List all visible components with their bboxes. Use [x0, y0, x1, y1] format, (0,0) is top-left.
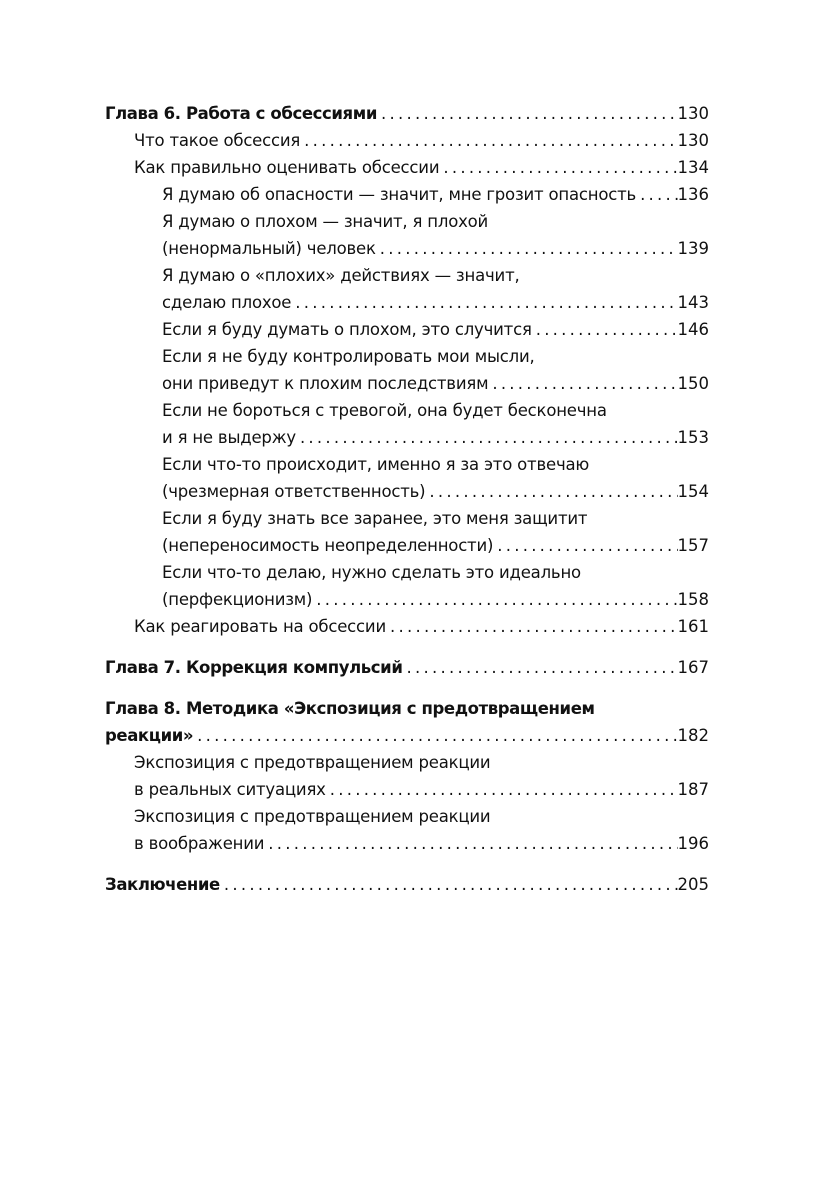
toc-line	[105, 586, 709, 613]
toc-section-entry[interactable]	[105, 316, 709, 343]
toc-page-number: 134	[677, 158, 709, 177]
toc-entry-title: Что такое обсессия	[134, 131, 301, 150]
toc-section-entry[interactable]	[105, 505, 709, 559]
toc-entry-title: в воображении	[134, 834, 265, 853]
toc-line	[105, 289, 709, 316]
toc-entry-title: Заключение	[105, 875, 220, 894]
toc-page-number: 161	[677, 617, 709, 636]
toc-line	[105, 451, 709, 478]
toc-page-number: 139	[677, 239, 709, 258]
toc-page-number: 130	[677, 131, 709, 150]
toc-line	[105, 370, 709, 397]
dot-leader	[296, 424, 678, 451]
toc-line	[105, 559, 709, 586]
toc-entry-title: Я думаю о «плохих» действиях — значит,	[162, 266, 520, 285]
toc-section-entry[interactable]	[105, 559, 709, 613]
table-of-contents	[105, 100, 709, 898]
dot-leader	[493, 532, 677, 559]
toc-section-entry[interactable]	[105, 451, 709, 505]
toc-page-number: 146	[677, 320, 709, 339]
toc-page-number: 143	[677, 293, 709, 312]
toc-entry-title: Если я буду знать все заранее, это меня защитит	[162, 509, 588, 528]
toc-line	[105, 262, 709, 289]
toc-page-number: 153	[677, 428, 709, 447]
toc-page-number: 150	[677, 374, 709, 393]
section-gap	[105, 681, 709, 695]
toc-line	[105, 830, 709, 857]
toc-page-number: 196	[677, 834, 709, 853]
toc-entry-title: и я не выдержу	[162, 428, 296, 447]
toc-line	[105, 776, 709, 803]
toc-entry-title: Я думаю о плохом — значит, я плохой	[162, 212, 489, 231]
toc-entry-title: в реальных ситуациях	[134, 780, 326, 799]
toc-entry-title: Экспозиция с предотвращением реакции	[134, 753, 491, 772]
toc-entry-title: Глава 6. Работа с обсессиями	[105, 104, 377, 123]
toc-section-entry[interactable]	[105, 397, 709, 451]
dot-leader	[300, 127, 677, 154]
toc-line	[105, 235, 709, 262]
toc-line	[105, 505, 709, 532]
dot-leader	[312, 586, 677, 613]
toc-line	[105, 100, 709, 127]
toc-page-number: 154	[677, 482, 709, 501]
toc-line	[105, 749, 709, 776]
toc-entry-title: Как правильно оценивать обсессии	[134, 158, 440, 177]
toc-line	[105, 803, 709, 830]
toc-page-number: 167	[677, 658, 709, 677]
toc-section-entry[interactable]	[105, 749, 709, 803]
toc-section-entry[interactable]	[105, 613, 709, 640]
toc-line	[105, 208, 709, 235]
toc-entry-title: Я думаю об опасности — значит, мне грозит опасность	[162, 185, 637, 204]
toc-entry-title: реакции»	[105, 726, 194, 745]
toc-line	[105, 181, 709, 208]
toc-entry-title: Если я буду думать о плохом, это случится	[162, 320, 532, 339]
toc-entry-title: Если что-то происходит, именно я за это отвечаю	[162, 455, 590, 474]
section-gap	[105, 640, 709, 654]
toc-page-number: 158	[677, 590, 709, 609]
toc-chapter-entry[interactable]	[105, 871, 709, 898]
dot-leader	[291, 289, 677, 316]
toc-section-entry[interactable]	[105, 262, 709, 316]
dot-leader	[386, 613, 678, 640]
toc-page-number: 187	[677, 780, 709, 799]
dot-leader	[488, 370, 677, 397]
toc-entry-title: (чрезмерная ответственность)	[162, 482, 426, 501]
toc-entry-title: Глава 8. Методика «Экспозиция с предотвращением	[105, 699, 595, 718]
dot-leader	[377, 100, 678, 127]
toc-section-entry[interactable]	[105, 154, 709, 181]
dot-leader	[193, 722, 677, 749]
section-gap	[105, 857, 709, 871]
toc-line	[105, 154, 709, 181]
toc-section-entry[interactable]	[105, 208, 709, 262]
toc-section-entry[interactable]	[105, 343, 709, 397]
toc-entry-title: Если не бороться с тревогой, она будет бесконечна	[162, 401, 607, 420]
dot-leader	[264, 830, 677, 857]
toc-line	[105, 316, 709, 343]
dot-leader	[220, 871, 678, 898]
toc-line	[105, 478, 709, 505]
toc-page-number: 205	[677, 875, 709, 894]
dot-leader	[425, 478, 677, 505]
toc-entry-title: (ненормальный) человек	[162, 239, 376, 258]
dot-leader	[326, 776, 678, 803]
dot-leader	[636, 181, 677, 208]
toc-line	[105, 343, 709, 370]
toc-section-entry[interactable]	[105, 803, 709, 857]
toc-section-entry[interactable]	[105, 127, 709, 154]
toc-line	[105, 722, 709, 749]
toc-page-number: 130	[677, 104, 709, 123]
toc-entry-title: Если что-то делаю, нужно сделать это идеально	[162, 563, 581, 582]
toc-chapter-entry[interactable]	[105, 654, 709, 681]
dot-leader	[403, 654, 678, 681]
toc-entry-title: Если я не буду контролировать мои мысли,	[162, 347, 535, 366]
toc-line	[105, 532, 709, 559]
toc-line	[105, 613, 709, 640]
toc-line	[105, 654, 709, 681]
toc-page-number: 136	[677, 185, 709, 204]
toc-entry-title: (непереносимость неопределенности)	[162, 536, 494, 555]
dot-leader	[532, 316, 678, 343]
toc-chapter-entry[interactable]	[105, 100, 709, 127]
dot-leader	[439, 154, 677, 181]
toc-section-entry[interactable]	[105, 181, 709, 208]
toc-line	[105, 424, 709, 451]
toc-page-number: 157	[677, 536, 709, 555]
toc-entry-title: они приведут к плохим последствиям	[162, 374, 489, 393]
toc-line	[105, 127, 709, 154]
toc-line	[105, 695, 709, 722]
dot-leader	[376, 235, 678, 262]
toc-page-number: 182	[677, 726, 709, 745]
toc-line	[105, 397, 709, 424]
toc-entry-title: Как реагировать на обсессии	[134, 617, 386, 636]
toc-line	[105, 871, 709, 898]
toc-entry-title: сделаю плохое	[162, 293, 292, 312]
toc-entry-title: (перфекционизм)	[162, 590, 313, 609]
toc-chapter-entry[interactable]	[105, 695, 709, 749]
toc-entry-title: Экспозиция с предотвращением реакции	[134, 807, 491, 826]
toc-entry-title: Глава 7. Коррекция компульсий	[105, 658, 403, 677]
